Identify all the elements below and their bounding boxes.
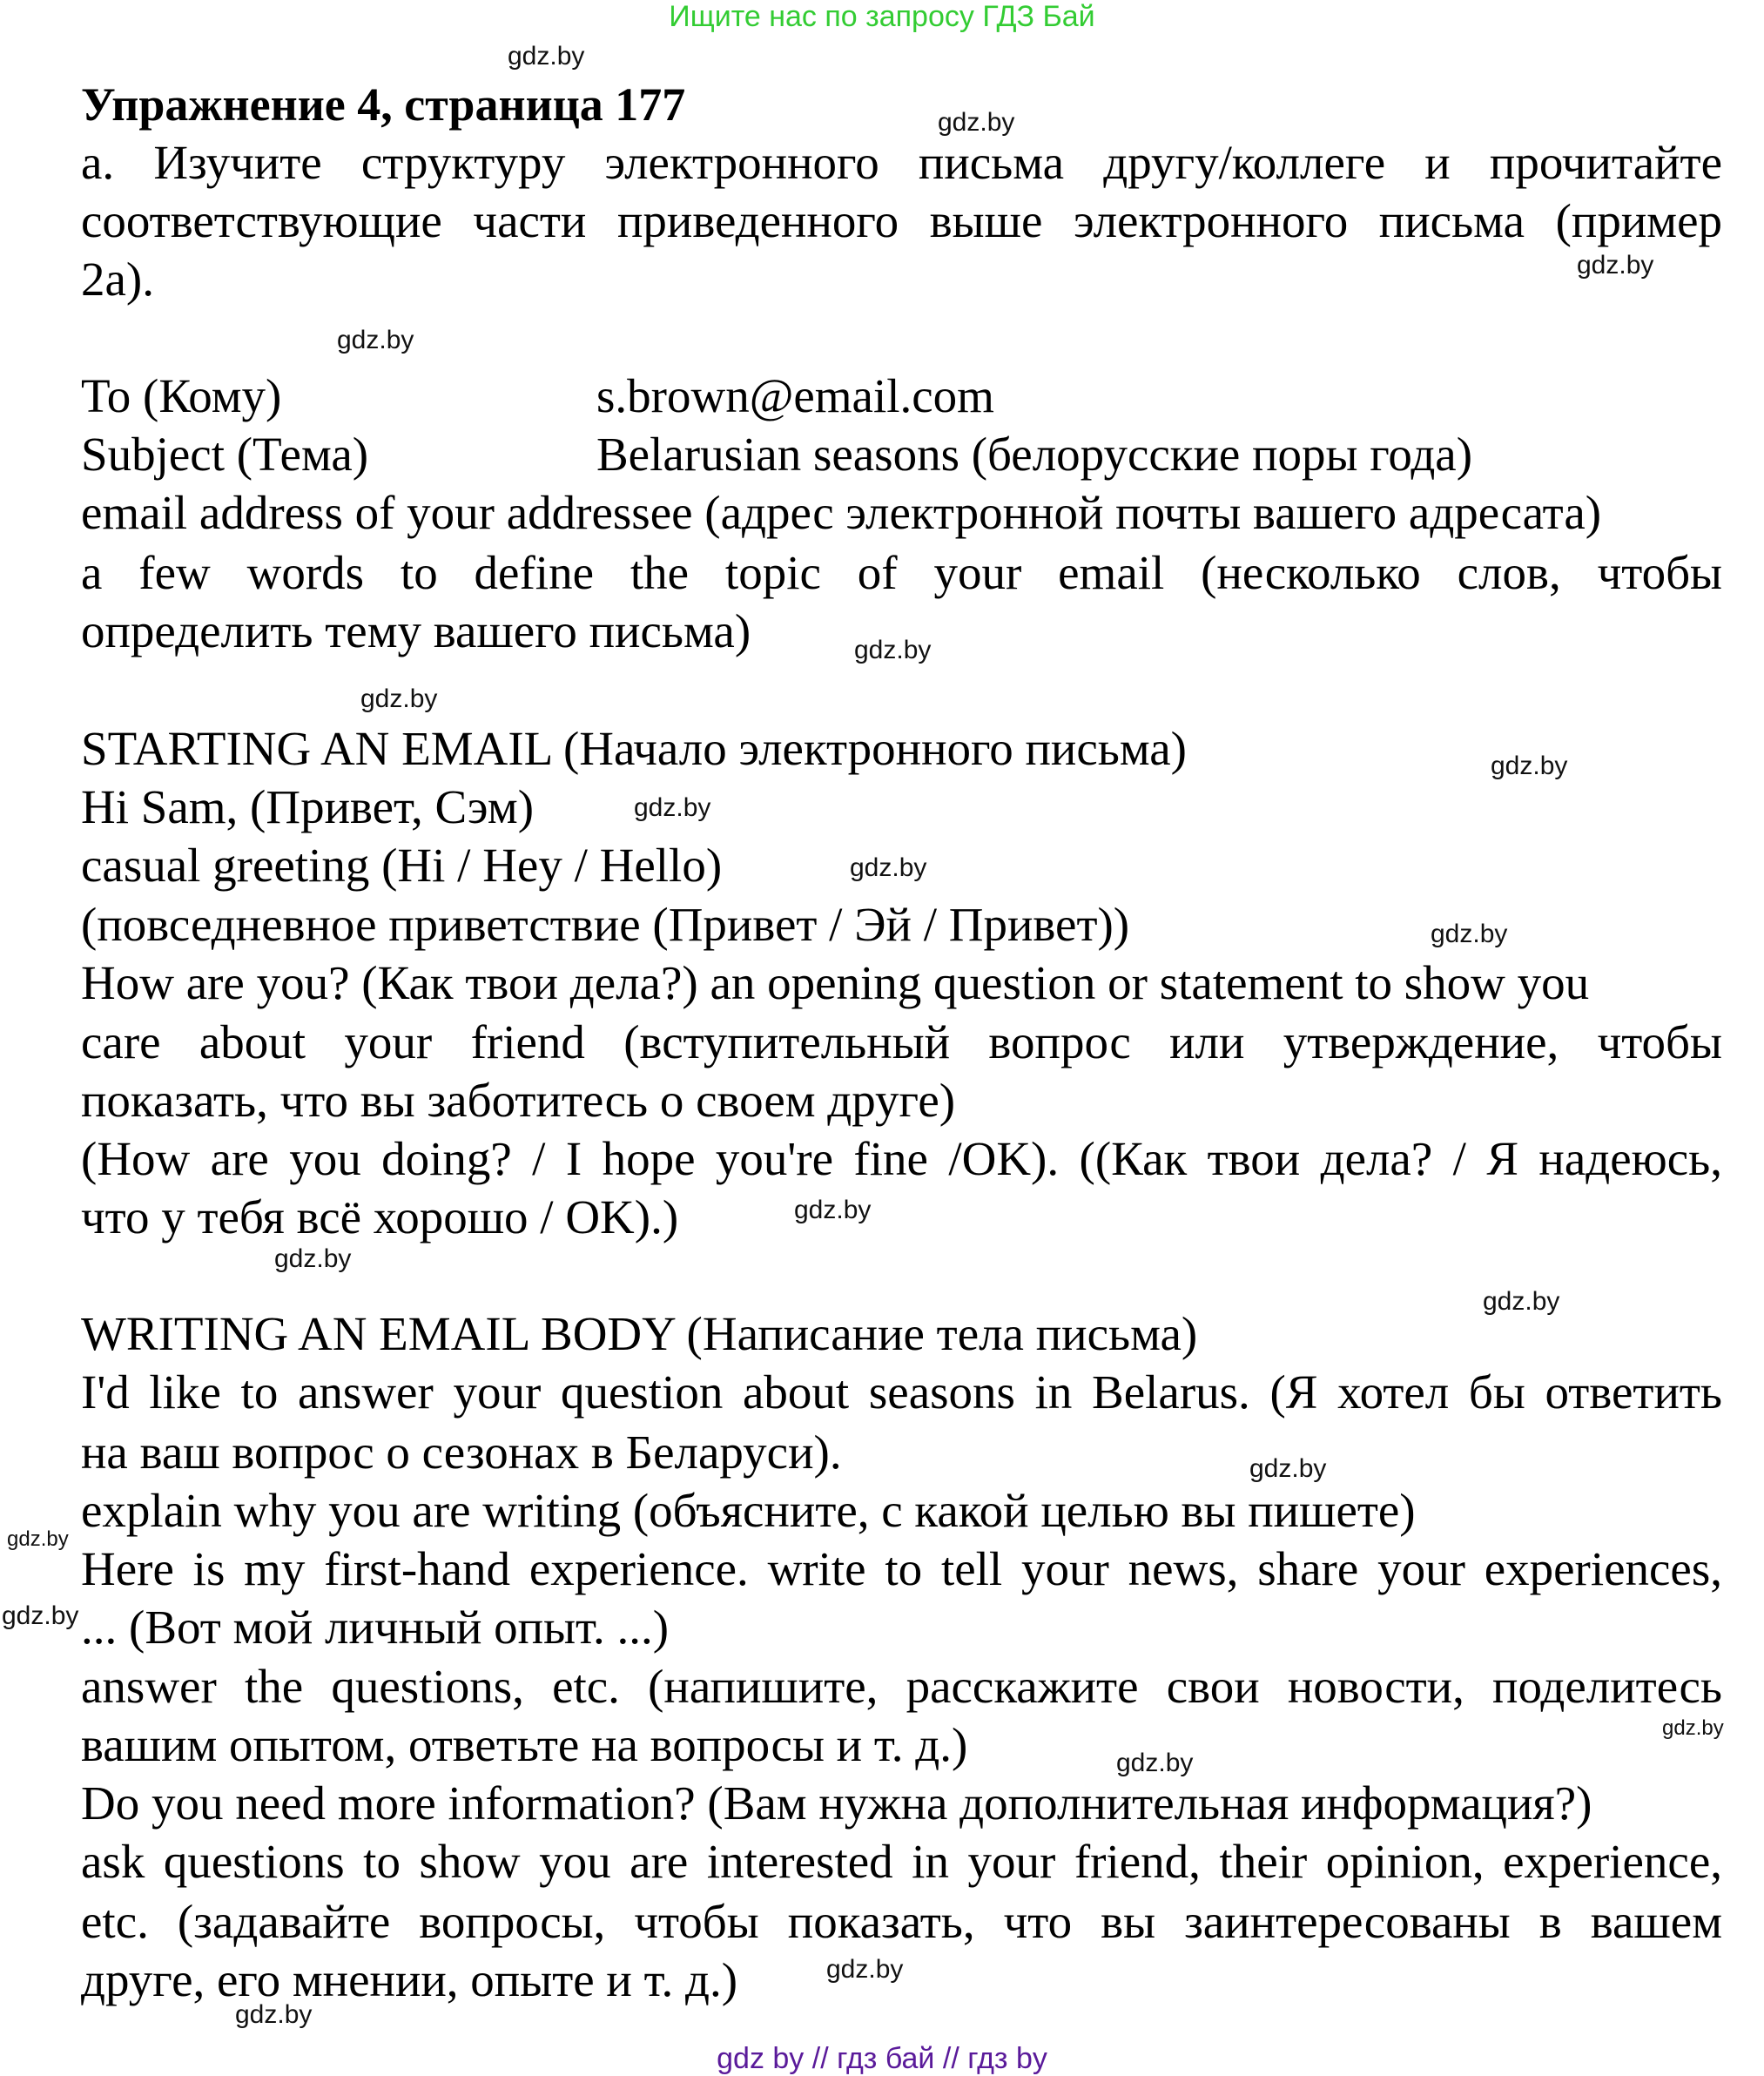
header-banner: Ищите нас по запросу ГДЗ Бай [669, 0, 1095, 33]
note-line: определить тему вашего письма) [81, 604, 751, 657]
note-line: a few words to define the topic of your email (несколько слов, чтобы [81, 546, 1722, 599]
watermark: gdz.by [337, 326, 414, 354]
watermark: gdz.by [850, 853, 927, 882]
section-heading: WRITING AN EMAIL BODY (Написание тела письма) [81, 1307, 1198, 1360]
watermark: gdz.by [1431, 920, 1508, 948]
text-line: I'd like to answer your question about seasons in Belarus. (Я хотел бы ответить [81, 1365, 1722, 1419]
task-line: соответствующие части приведенного выше электронного письма (пример [81, 194, 1722, 247]
text-line: answer the questions, etc. (напишите, расскажите свои новости, поделитесь [81, 1660, 1722, 1713]
field-value: Belarusian seasons (белорусские поры года) [596, 428, 1473, 481]
text-line: (How are you doing? / I hope you're fine /OK). ((Как твои дела? / Я надеюсь, [81, 1132, 1722, 1185]
text-line: How are you? (Как твои дела?) an opening question or statement to show you [81, 956, 1590, 1009]
field-subject [81, 425, 1722, 484]
text-line: Do you need more information? (Вам нужна дополнительная информация?) [81, 1776, 1592, 1830]
field-label: To (Кому) [81, 369, 282, 422]
text-line: explain why you are writing (объясните, с какой целью вы пишете) [81, 1484, 1416, 1537]
text-line: ... (Вот мой личный опыт. ...) [81, 1601, 670, 1654]
watermark: gdz.by [1662, 1716, 1724, 1740]
watermark: gdz.by [938, 108, 1015, 137]
note-line: email address of your addressee (адрес электронной почты вашего адресата) [81, 486, 1602, 539]
watermark: gdz.by [508, 42, 585, 71]
watermark: gdz.by [1483, 1287, 1560, 1316]
text-line: что у тебя всё хорошо / OK).) [81, 1190, 679, 1244]
watermark: gdz.by [634, 793, 711, 822]
text-line: Hi Sam, (Привет, Сэм) [81, 780, 535, 833]
watermark: gdz.by [7, 1527, 69, 1551]
page-title: Упражнение 4, страница 177 [81, 78, 686, 131]
text-line: на ваш вопрос о сезонах в Беларуси). [81, 1426, 842, 1479]
watermark: gdz.by [1577, 251, 1654, 280]
field-label: Subject (Тема) [81, 428, 369, 481]
text-line: care about your friend (вступительный вопрос или утверждение, чтобы [81, 1015, 1722, 1068]
watermark: gdz.by [235, 2000, 313, 2029]
text-line: вашим опытом, ответьте на вопросы и т. д.) [81, 1718, 968, 1771]
watermark: gdz.by [1249, 1454, 1327, 1483]
watermark: gdz.by [854, 636, 932, 664]
footer-banner: gdz by // гдз бай // гдз by [717, 2042, 1047, 2075]
section-heading: STARTING AN EMAIL (Начало электронного письма) [81, 722, 1187, 775]
watermark: gdz.by [826, 1955, 904, 1984]
text-line: Here is my first-hand experience. write to tell your news, share your experiences, [81, 1542, 1722, 1595]
text-line: показать, что вы заботитесь о своем друге) [81, 1074, 956, 1127]
field-to [81, 367, 1722, 426]
text-line: etc. (задавайте вопросы, чтобы показать, что вы заинтересованы в вашем [81, 1895, 1722, 1948]
watermark: gdz.by [2, 1601, 79, 1630]
text-line: друге, его мнении, опыте и т. д.) [81, 1953, 738, 2006]
text-line: (повседневное приветствие (Привет / Эй / Привет)) [81, 898, 1130, 951]
field-value: s.brown@email.com [596, 369, 994, 422]
watermark: gdz.by [274, 1244, 352, 1273]
watermark: gdz.by [1491, 752, 1568, 780]
watermark: gdz.by [1116, 1749, 1194, 1777]
watermark: gdz.by [360, 684, 438, 713]
task-line: a. Изучите структуру электронного письма другу/коллеге и прочитайте [81, 136, 1722, 189]
text-line: casual greeting (Hi / Hey / Hello) [81, 839, 723, 892]
task-line: 2a). [81, 253, 154, 306]
watermark: gdz.by [794, 1196, 872, 1224]
text-line: ask questions to show you are interested in your friend, their opinion, experience, [81, 1835, 1722, 1888]
